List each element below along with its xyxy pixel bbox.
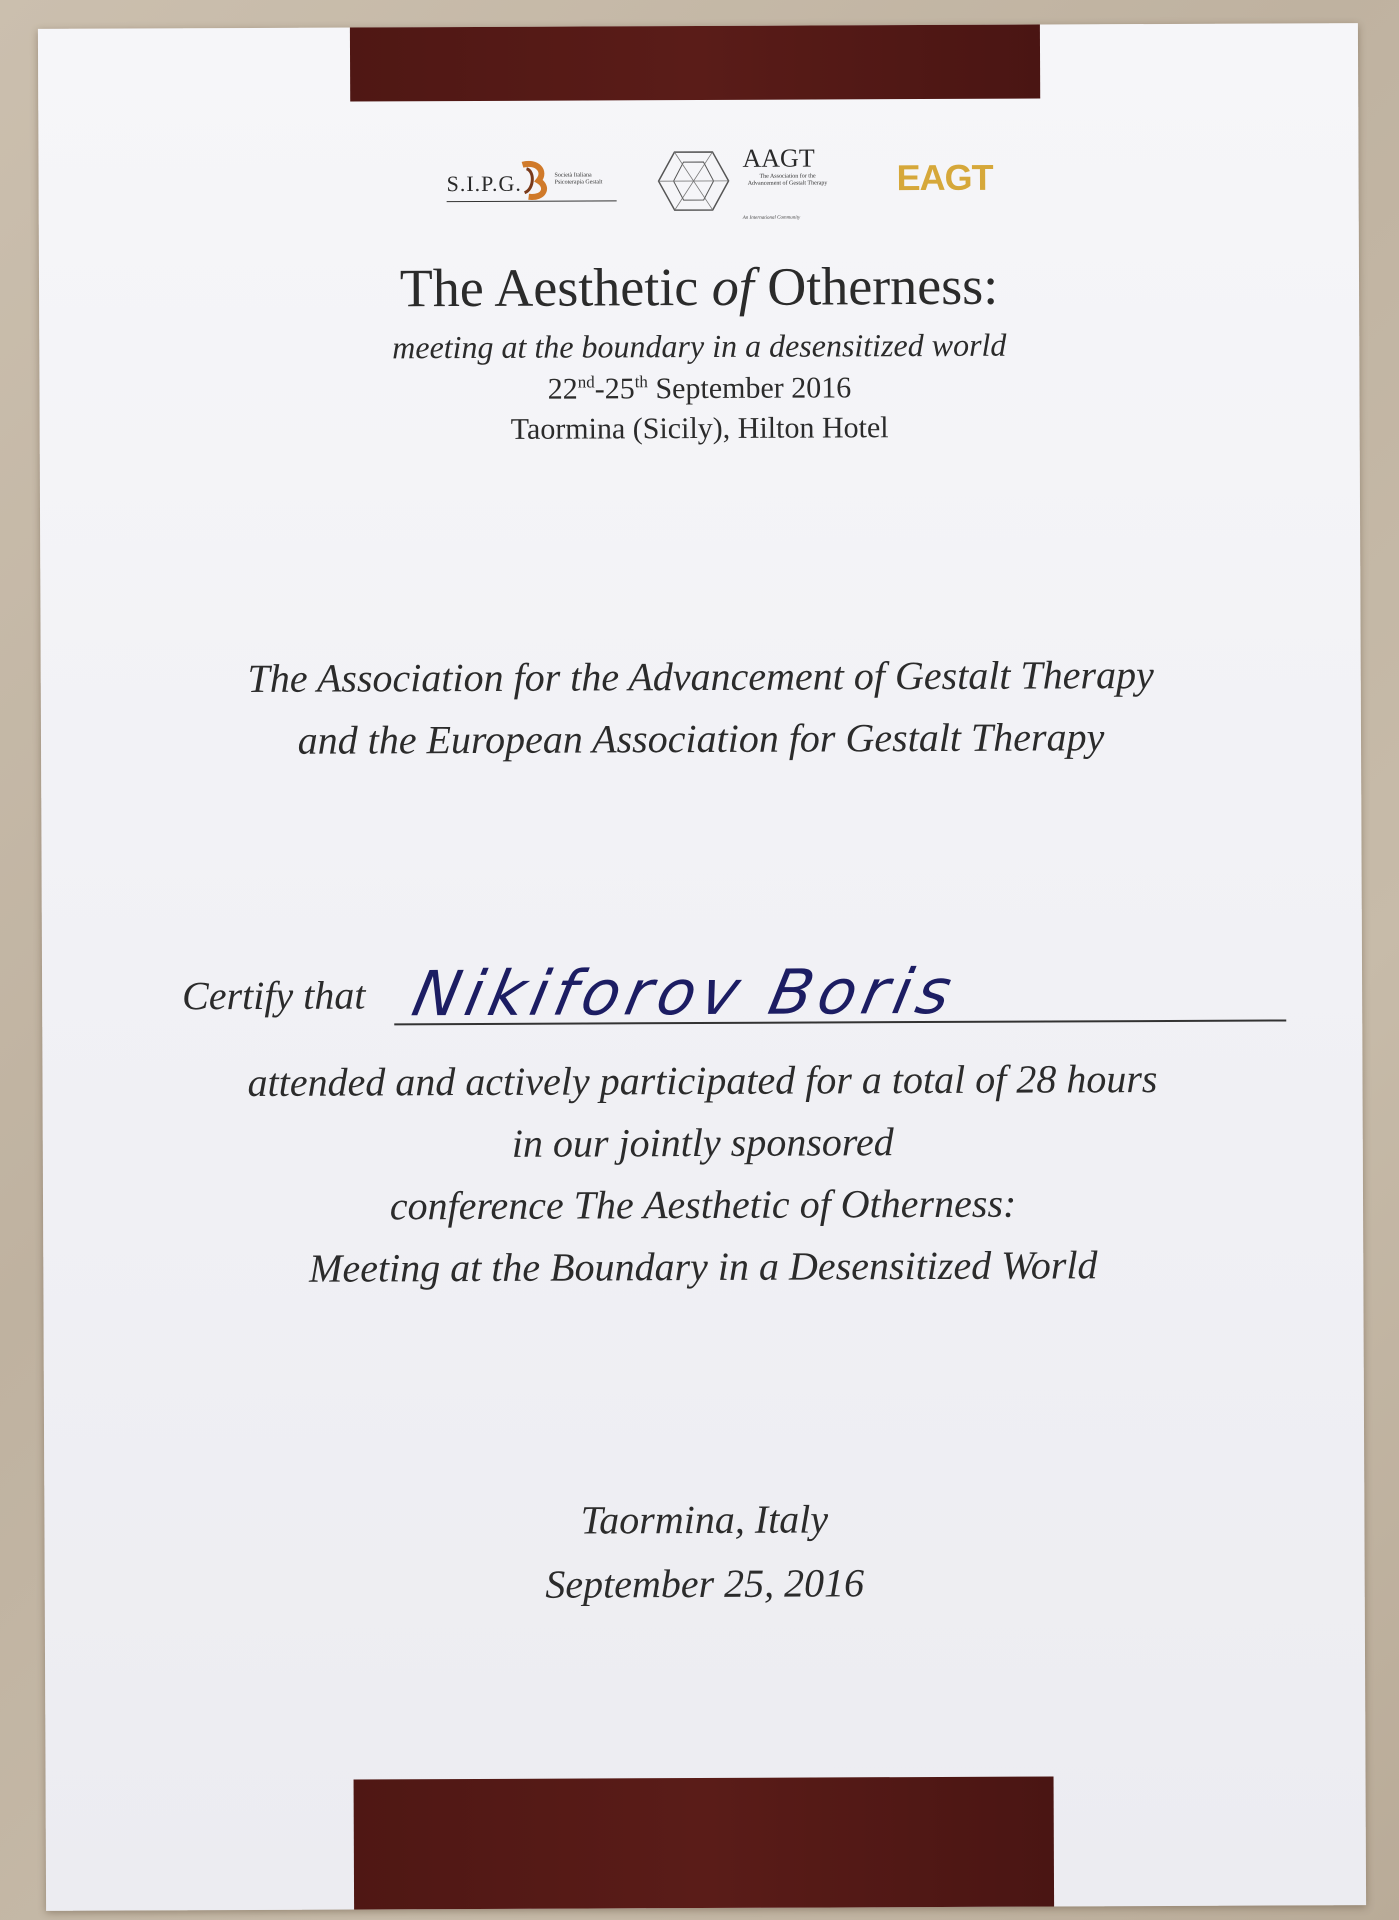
date-separator: -25 xyxy=(594,372,635,406)
body-line-1: attended and actively participated for a total of 28 hours xyxy=(247,1056,1158,1105)
aagt-hexagon-icon xyxy=(656,150,730,212)
sipg-logo xyxy=(446,156,646,207)
closing-place: Taormina, Italy xyxy=(580,1496,829,1543)
association-line-2: and the European Association for Gestalt Therapy xyxy=(297,714,1105,763)
aagt-sub-text: The Association for the Advancement of Gestalt Therapy xyxy=(747,173,828,187)
eagt-logo: EAGT xyxy=(896,156,993,199)
aagt-logo xyxy=(656,143,856,224)
title-part-1: The Aesthetic xyxy=(399,256,712,319)
sipg-mark-icon xyxy=(516,161,552,201)
body-line-4: Meeting at the Boundary in a Desensitized World xyxy=(308,1242,1098,1291)
aagt-tagline: An International Community xyxy=(742,215,801,221)
closing-date: September 25, 2016 xyxy=(545,1560,865,1607)
bottom-maroon-band xyxy=(354,1776,1055,1909)
date-end-suffix: th xyxy=(634,372,648,392)
conference-title xyxy=(39,253,1359,321)
body-line-2: in our jointly sponsored xyxy=(511,1119,894,1166)
association-line-1: The Association for the Advancement of Gestalt Therapy xyxy=(247,652,1154,701)
recipient-name: Nikiforov Boris xyxy=(406,954,964,1031)
sipg-small-text: Società Italiana Psicoterapia Gestalt xyxy=(554,172,603,186)
sipg-letters: S.I.P.G. xyxy=(446,170,522,197)
conference-subtitle: meeting at the boundary in a desensitized world xyxy=(392,326,1007,366)
sipg-rule xyxy=(447,200,617,202)
top-maroon-band xyxy=(350,25,1040,102)
certify-label: Certify that xyxy=(182,972,366,1019)
certificate-paper xyxy=(38,23,1366,1911)
title-part-2: Otherness: xyxy=(753,255,999,317)
certify-row xyxy=(182,953,1282,1031)
aagt-name: AAGT xyxy=(742,143,815,173)
conference-venue: Taormina (Sicily), Hilton Hotel xyxy=(510,411,889,446)
date-start-suffix: nd xyxy=(577,372,595,392)
associations-block xyxy=(41,643,1362,773)
date-start: 22 xyxy=(547,372,578,406)
date-rest: September 2016 xyxy=(647,371,852,406)
certificate-body xyxy=(42,1047,1363,1301)
sponsor-logos xyxy=(38,123,1358,239)
title-of: of xyxy=(711,256,754,317)
body-line-3: conference The Aesthetic of Otherness: xyxy=(389,1180,1017,1229)
closing-block xyxy=(44,1485,1365,1619)
conference-dates xyxy=(39,369,1359,409)
